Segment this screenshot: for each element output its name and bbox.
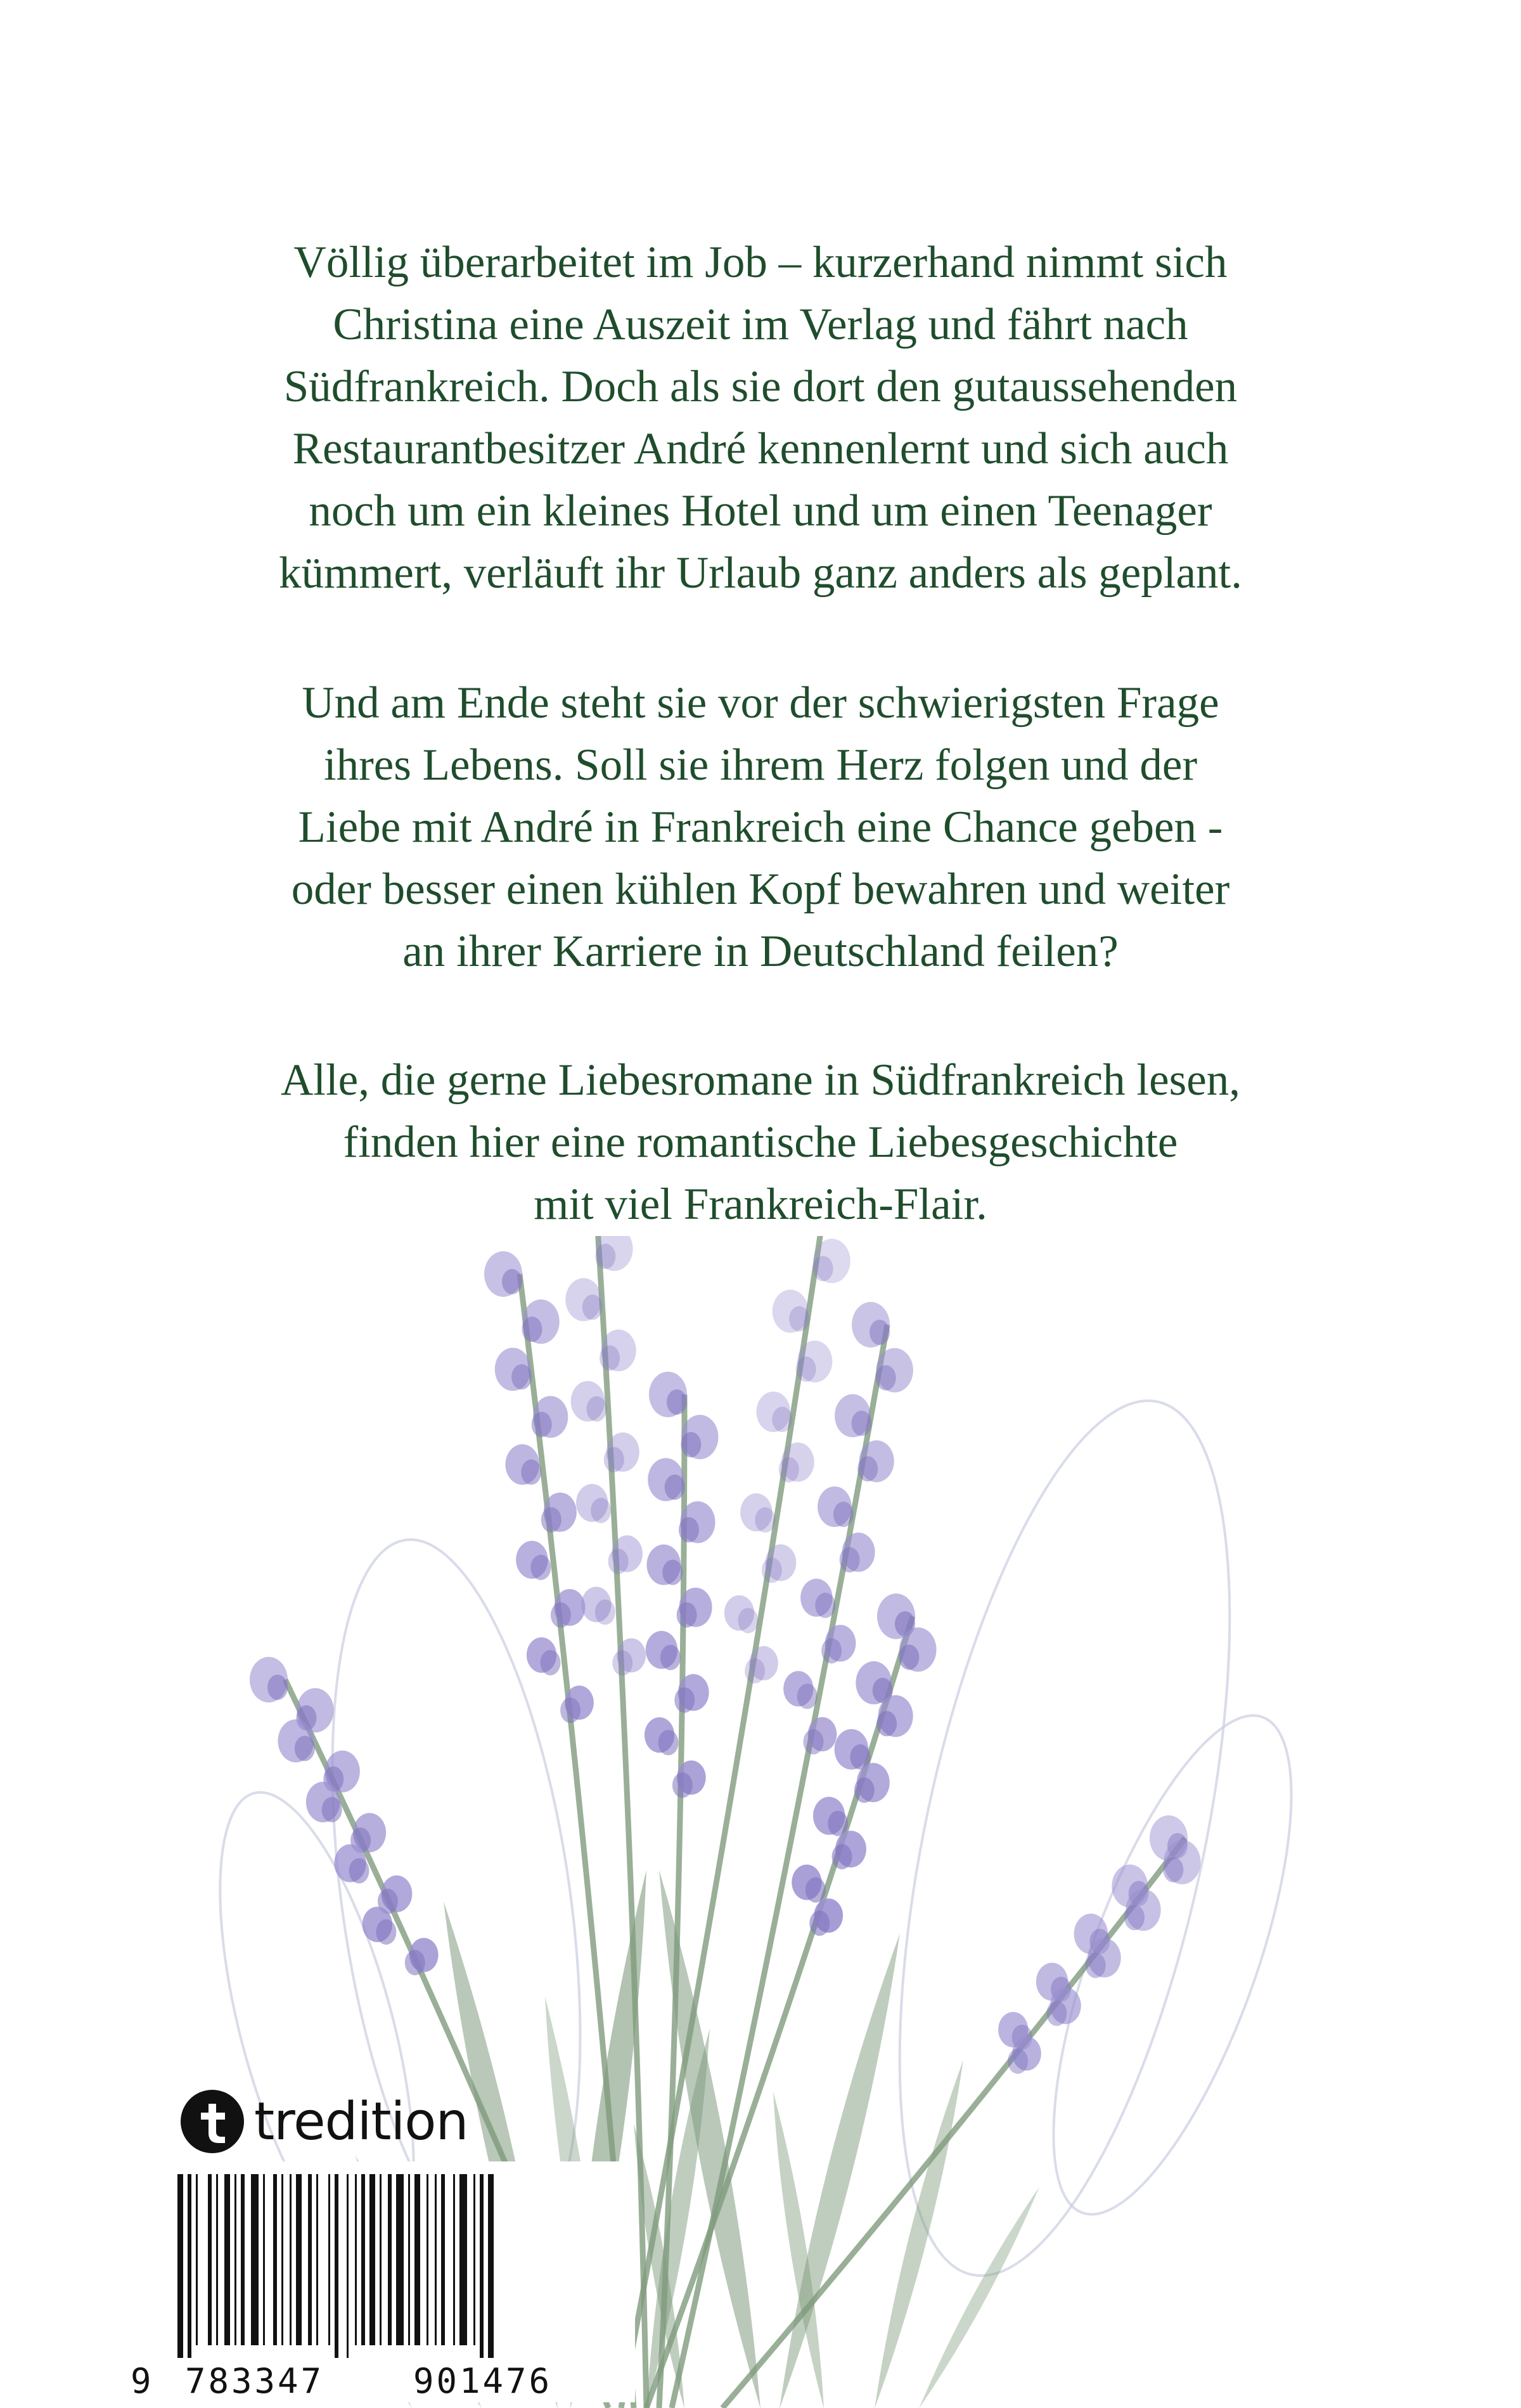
lavender-floret <box>612 1651 632 1676</box>
barcode-bar <box>328 2174 330 2345</box>
lavender-floret <box>660 1645 681 1670</box>
lavender-floret <box>832 1844 852 1869</box>
blurb-line: noch um ein kleines Hotel und um einen Teenager <box>309 486 1212 536</box>
lavender-floret <box>876 1365 896 1391</box>
lavender-floret <box>522 1317 542 1342</box>
blurb-line: oder besser einen kühlen Kopf bewahren und weiter <box>291 865 1230 914</box>
lavender-floret <box>608 1548 629 1574</box>
lavender-floret <box>797 1684 818 1709</box>
lavender-floret <box>322 1797 342 1822</box>
barcode-bar <box>488 2174 494 2358</box>
leaf <box>919 2187 1039 2408</box>
barcode-bar <box>308 2174 312 2345</box>
lavender-floret <box>267 1675 288 1700</box>
barcode-bar <box>224 2174 230 2345</box>
blurb-line: Alle, die gerne Liebesromane in Südfrankreich lesen, <box>280 1055 1241 1105</box>
blurb-line: mit viel Frankreich-Flair. <box>534 1180 987 1229</box>
lavender-floret <box>591 1498 611 1523</box>
publisher-logo <box>181 2087 468 2156</box>
publisher-name: tredition <box>254 2091 468 2152</box>
lavender-floret <box>600 1346 620 1371</box>
barcode-bar <box>388 2174 392 2345</box>
barcode-bar <box>396 2174 404 2345</box>
lavender-floret <box>681 1432 701 1457</box>
lavender-floret <box>511 1364 532 1389</box>
lavender-floret <box>840 1547 860 1573</box>
barcode-bar <box>453 2174 455 2345</box>
barcode-bar <box>216 2174 218 2345</box>
lavender-floret <box>857 1456 878 1481</box>
lavender-floret <box>833 1502 854 1527</box>
barcode-bar <box>290 2174 292 2345</box>
lavender-floret <box>672 1772 693 1798</box>
barcode-bar <box>188 2174 191 2358</box>
barcode-bar <box>473 2174 475 2345</box>
lavender-floret <box>677 1602 697 1628</box>
blurb-line: Völlig überarbeitet im Job – kurzerhand nimmt sich <box>293 238 1228 287</box>
blurb-line: finden hier eine romantische Liebesgeschichte <box>343 1117 1178 1167</box>
barcode-bar <box>241 2174 245 2345</box>
blurb-line: ihres Lebens. Soll sie ihrem Herz folgen und der <box>323 740 1198 790</box>
leaf <box>780 1933 900 2408</box>
barcode-bar <box>435 2174 437 2345</box>
lavender-floret <box>851 1411 871 1436</box>
lavender-floret <box>809 1910 830 1936</box>
lavender-floret <box>530 1555 551 1580</box>
lavender-floret <box>540 1650 560 1675</box>
lavender-floret <box>595 1244 615 1269</box>
lavender-floret <box>1008 2049 1028 2074</box>
blurb-paragraph-2 <box>0 672 1521 982</box>
barcode-bar <box>196 2174 198 2345</box>
lavender-floret <box>295 1736 315 1761</box>
barcode-bar <box>335 2174 338 2358</box>
barcode-bar <box>480 2174 484 2358</box>
lavender-floret <box>521 1460 541 1485</box>
lavender-floret <box>502 1269 522 1294</box>
stem <box>722 1838 1185 2408</box>
barcode-bar <box>427 2174 428 2345</box>
blurb-line: Südfrankreich. Doch als sie dort den gutaussehenden <box>283 362 1238 411</box>
barcode-bar <box>369 2174 375 2345</box>
barcode-bar <box>441 2174 445 2345</box>
lavender-floret <box>658 1730 679 1755</box>
lavender-floret <box>674 1687 695 1713</box>
lavender-floret <box>803 1729 823 1754</box>
lavender-floret <box>541 1507 562 1533</box>
lavender-floret <box>662 1560 683 1585</box>
lavender-floret <box>738 1608 758 1633</box>
barcode-bar <box>361 2174 365 2345</box>
barcode-bar <box>316 2174 318 2345</box>
barcode-bar <box>355 2174 357 2345</box>
tredition-icon <box>181 2090 244 2153</box>
barcode-bar <box>177 2174 183 2358</box>
lavender-floret <box>405 1950 425 1975</box>
barcode-bar <box>380 2174 382 2345</box>
lavender-floret <box>349 1858 369 1884</box>
lavender-floret <box>789 1306 809 1332</box>
lavender-floret <box>1163 1857 1183 1883</box>
lavender-floret <box>532 1412 552 1437</box>
lavender-floret <box>376 1919 396 1945</box>
blurb-paragraph-3 <box>0 1049 1521 1235</box>
isbn-barcode <box>122 2161 635 2402</box>
lavender-floret <box>582 1294 603 1320</box>
lavender-floret <box>560 1697 581 1723</box>
lavender-floret <box>1086 1953 1106 1978</box>
barcode-bar <box>414 2174 420 2345</box>
lavender-floret <box>854 1777 875 1803</box>
barcode-bar <box>251 2174 259 2345</box>
barcode-bar <box>347 2174 349 2358</box>
lavender-floret <box>679 1517 699 1542</box>
isbn-first-digit: 9 <box>131 2361 151 2401</box>
blurb-line: Restaurantbesitzer André kennenlernt und sich auch <box>292 424 1229 473</box>
lavender-floret <box>815 1593 835 1618</box>
lavender-floret <box>1046 2000 1067 2026</box>
lavender-floret <box>595 1599 615 1625</box>
lavender-floret <box>745 1658 765 1684</box>
barcode-bar <box>281 2174 283 2345</box>
wreath-outline <box>835 1373 1293 2304</box>
isbn-left-group: 783347 <box>185 2361 324 2401</box>
barcode-bar <box>273 2174 277 2345</box>
lavender-floret <box>755 1507 775 1533</box>
lavender-floret <box>586 1396 606 1422</box>
lavender-floret <box>899 1644 919 1670</box>
lavender-floret <box>813 1256 833 1281</box>
lavender-floret <box>876 1711 897 1736</box>
lavender-floret <box>805 1877 826 1903</box>
lavender-floret <box>667 1389 687 1415</box>
lavender-floret <box>821 1638 842 1663</box>
barcode-bar <box>459 2174 467 2345</box>
barcode-bar <box>208 2174 212 2345</box>
lavender-floret <box>604 1447 624 1472</box>
blurb-line: an ihrer Karriere in Deutschland feilen? <box>402 927 1119 976</box>
lavender-floret <box>796 1356 816 1382</box>
lavender-floret <box>1124 1905 1145 1930</box>
barcode-bar <box>263 2174 265 2345</box>
barcode-bar <box>296 2174 302 2345</box>
barcode-bar <box>408 2174 410 2345</box>
blurb-line: kümmert, verläuft ihr Urlaub ganz anders als geplant. <box>278 548 1243 598</box>
lavender-floret <box>551 1602 571 1628</box>
blurb-paragraph-1 <box>0 231 1521 604</box>
isbn-right-group: 901476 <box>413 2361 553 2401</box>
lavender-floret <box>772 1407 792 1432</box>
blurb-line: Und am Ende steht sie vor der schwierigsten Frage <box>302 678 1219 728</box>
lavender-floret <box>870 1320 890 1345</box>
lavender-floret <box>665 1474 685 1500</box>
blurb-line: Liebe mit André in Frankreich eine Chance geben - <box>298 802 1223 852</box>
lavender-floret <box>762 1557 782 1583</box>
barcode-bar <box>234 2174 236 2345</box>
lavender-floret <box>779 1457 799 1483</box>
blurb-line: Christina eine Auszeit im Verlag und fährt nach <box>333 300 1188 349</box>
